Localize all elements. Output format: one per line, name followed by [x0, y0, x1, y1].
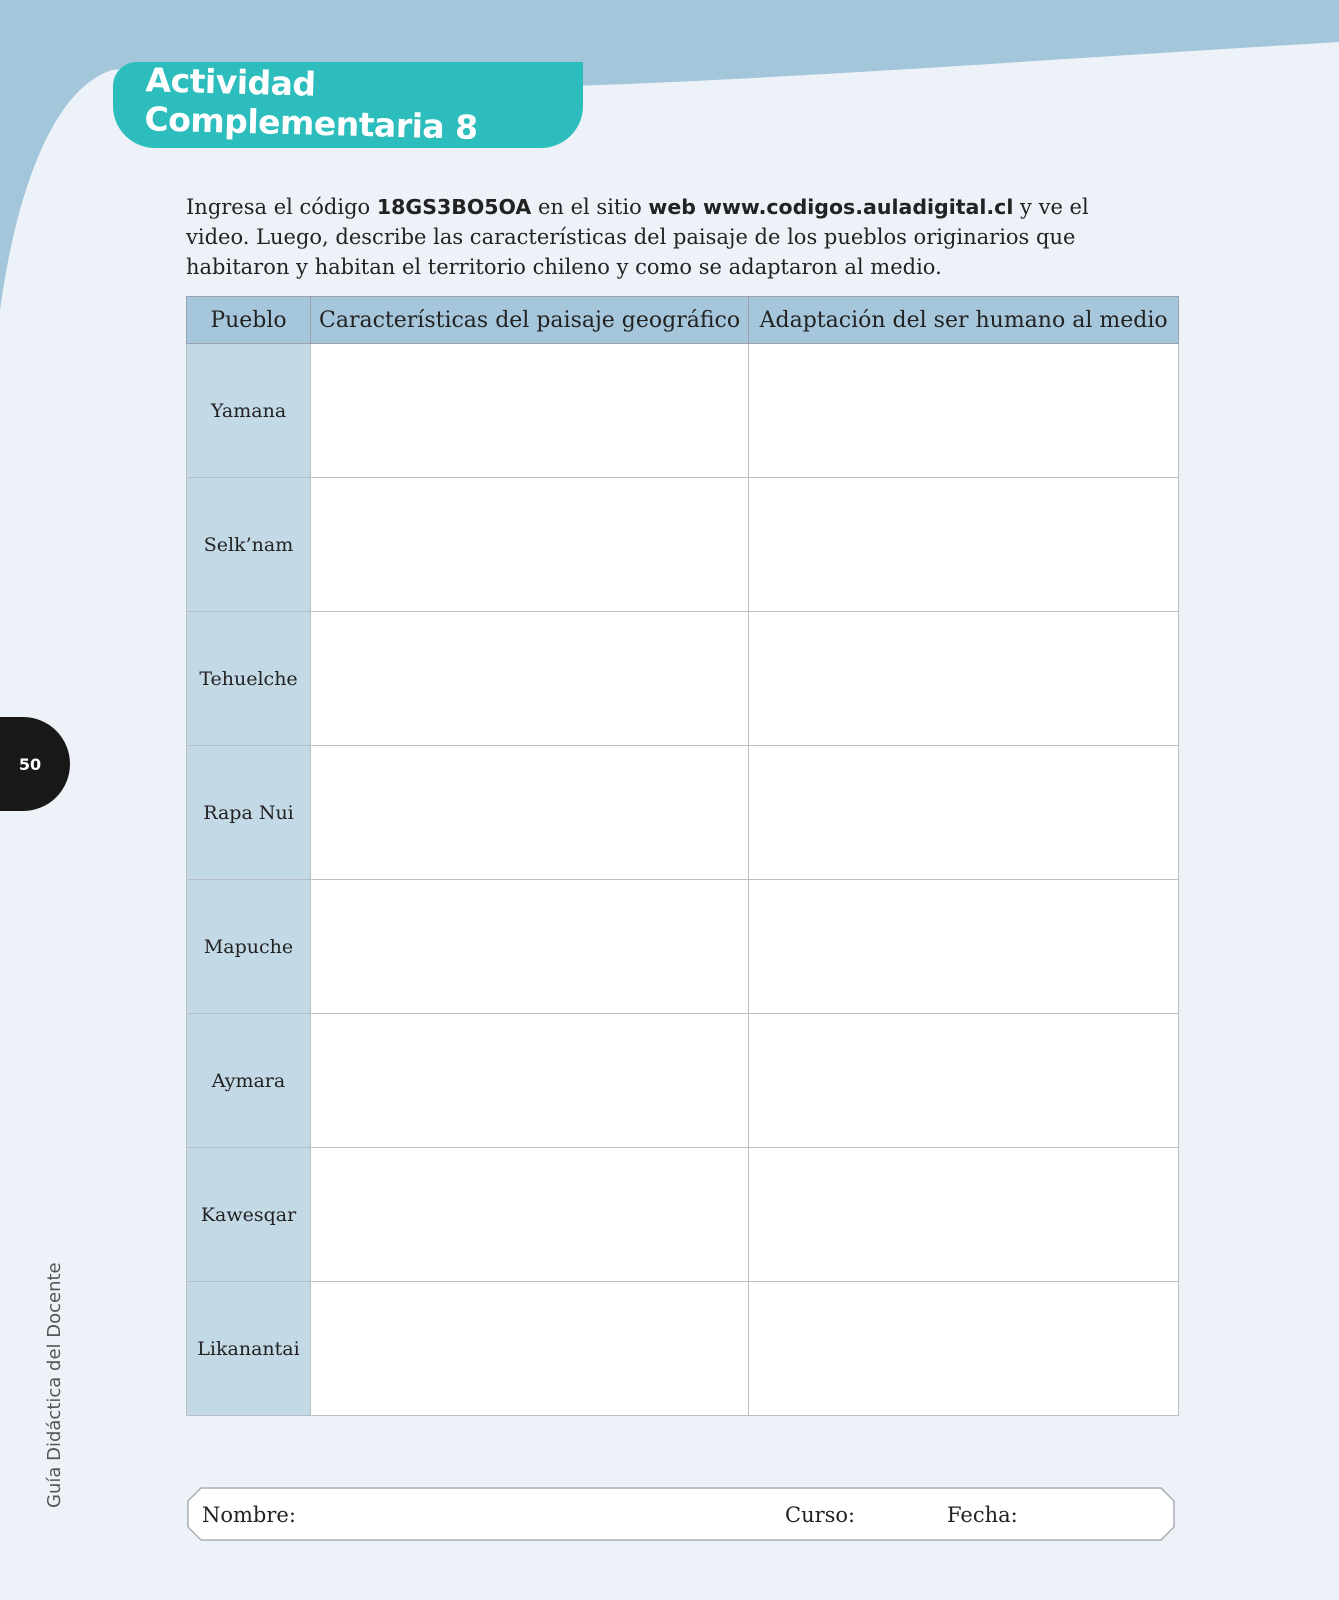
adaptacion-answer-cell[interactable]: [749, 880, 1179, 1014]
adaptacion-answer-cell[interactable]: [749, 746, 1179, 880]
header-adaptacion: Adaptación del ser humano al medio: [749, 297, 1179, 344]
table-row: [187, 1014, 1179, 1148]
instructions-part2: en el sitio: [531, 195, 649, 219]
table-row: [187, 344, 1179, 478]
adaptacion-answer-cell[interactable]: [749, 1014, 1179, 1148]
table-row: [187, 1282, 1179, 1416]
activity-table: [186, 296, 1179, 1416]
website-link[interactable]: web www.codigos.auladigital.cl: [648, 195, 1014, 219]
pueblo-cell: Likanantai: [187, 1282, 311, 1416]
page-number-tab: [0, 717, 70, 811]
paisaje-answer-cell[interactable]: [311, 880, 749, 1014]
adaptacion-answer-cell[interactable]: [749, 1148, 1179, 1282]
pueblo-cell: Aymara: [187, 1014, 311, 1148]
table-row: [187, 1148, 1179, 1282]
paisaje-answer-cell[interactable]: [311, 612, 749, 746]
activity-title: Actividad Complementaria 8: [144, 60, 479, 147]
pueblo-cell: Kawesqar: [187, 1148, 311, 1282]
curso-field[interactable]: Curso:: [785, 1503, 856, 1527]
table-header-row: [187, 297, 1179, 344]
paisaje-answer-cell[interactable]: [311, 344, 749, 478]
table-row: [187, 478, 1179, 612]
instructions-paragraph: [186, 192, 1156, 282]
instructions-part3: y ve el video. Luego, describe las características del paisaje de los pueblos originarios que habitaron y habitan el territorio chileno y como se adaptaron al medio.: [186, 195, 1089, 279]
activity-title-tab: [113, 62, 583, 148]
nombre-field[interactable]: Nombre:: [202, 1503, 296, 1527]
paisaje-answer-cell[interactable]: [311, 746, 749, 880]
pueblo-cell: Yamana: [187, 344, 311, 478]
adaptacion-answer-cell[interactable]: [749, 612, 1179, 746]
pueblo-cell: Rapa Nui: [187, 746, 311, 880]
student-info-box: [187, 1487, 1175, 1541]
table-row: [187, 746, 1179, 880]
table-row: [187, 880, 1179, 1014]
pueblo-cell: Tehuelche: [187, 612, 311, 746]
header-paisaje: Características del paisaje geográfico: [311, 297, 749, 344]
paisaje-answer-cell[interactable]: [311, 478, 749, 612]
page-number: 50: [18, 754, 42, 774]
adaptacion-answer-cell[interactable]: [749, 1282, 1179, 1416]
paisaje-answer-cell[interactable]: [311, 1014, 749, 1148]
pueblo-cell: Mapuche: [187, 880, 311, 1014]
footer-frame: [187, 1487, 1175, 1541]
header-pueblo: Pueblo: [187, 297, 311, 344]
adaptacion-answer-cell[interactable]: [749, 478, 1179, 612]
fecha-field[interactable]: Fecha:: [947, 1503, 1018, 1527]
instructions-part1: Ingresa el código: [186, 195, 377, 219]
access-code: 18GS3BO5OA: [376, 195, 532, 219]
adaptacion-answer-cell[interactable]: [749, 344, 1179, 478]
table-row: [187, 612, 1179, 746]
pueblo-cell: Selk’nam: [187, 478, 311, 612]
paisaje-answer-cell[interactable]: [311, 1282, 749, 1416]
paisaje-answer-cell[interactable]: [311, 1148, 749, 1282]
side-label: Guía Didáctica del Docente: [44, 1262, 65, 1508]
